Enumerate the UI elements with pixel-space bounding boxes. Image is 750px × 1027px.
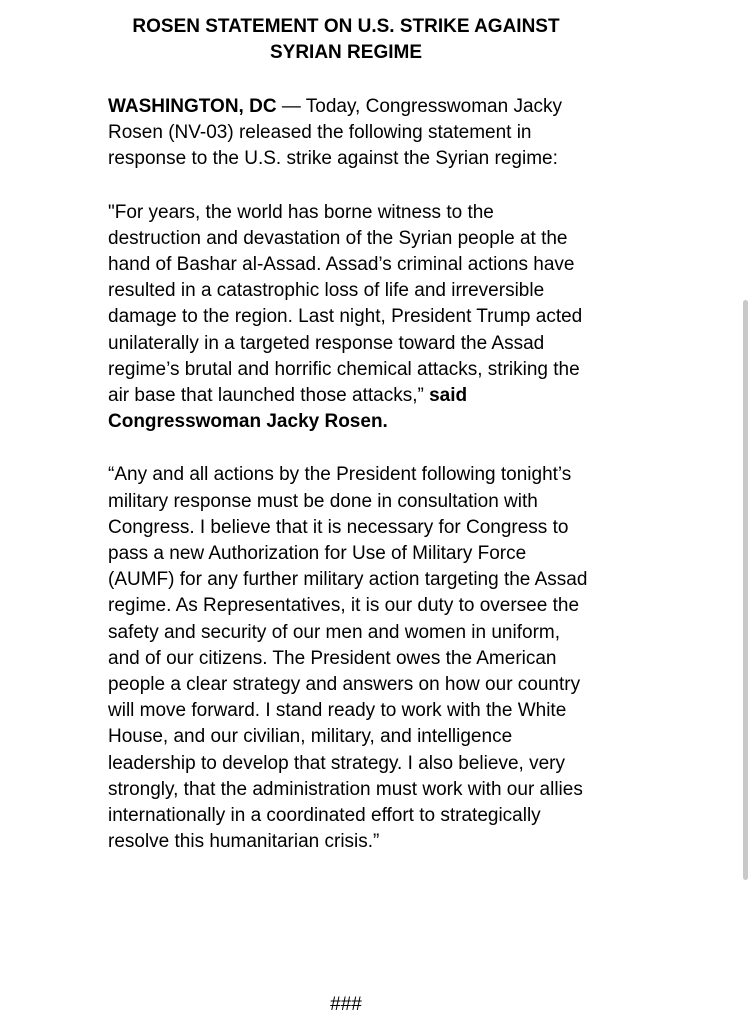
intro-paragraph	[108, 94, 588, 173]
title-line-2: SYRIAN REGIME	[269, 42, 423, 63]
quote-paragraph-2	[108, 462, 588, 855]
press-release	[108, 14, 588, 855]
dateline: WASHINGTON, DC	[108, 96, 277, 117]
end-mark: ###	[330, 994, 362, 1015]
quote-1-attribution: said Congresswoman Jacky Rosen.	[108, 385, 468, 433]
scrollbar[interactable]	[743, 300, 748, 880]
intro-text: — Today, Congresswoman Jacky Rosen (NV-03) released the following statement in response to the U.S. strike against the Syrian regime:	[108, 96, 563, 170]
quote-paragraph-1	[108, 200, 588, 436]
quote-1-text: "For years, the world has borne witness to the destruction and devastation of the Syrian people at the hand of Bashar al-Assad. Assad’s criminal actions have resulted in a catastrophic loss of life and irreversible damage to the region. Last night, President Trump acted unilaterally in a targeted response toward the Assad regime’s brutal and horrific chemical attacks, striking the air base that launched those attacks,”	[108, 201, 583, 407]
quote-2-text: “Any and all actions by the President following tonight’s military response must be done in consultation with Congress. I believe that it is necessary for Congress to pass a new Authorization for Use of Military Force (AUMF) for any further military action targeting the Assad regime. As Representatives, it is our duty to oversee the safety and security of our men and women in uniform, and of our citizens. The President owes the American people a clear strategy and answers on how our country will move forward. I stand ready to work with the White House, and our civilian, military, and intelligence leadership to develop that strategy. I also believe, very strongly, that the administration must work with our allies internationally in a coordinated effort to strategically resolve this humanitarian crisis.”	[108, 464, 588, 853]
page-title	[108, 14, 584, 66]
title-line-1: ROSEN STATEMENT ON U.S. STRIKE AGAINST	[132, 16, 560, 37]
